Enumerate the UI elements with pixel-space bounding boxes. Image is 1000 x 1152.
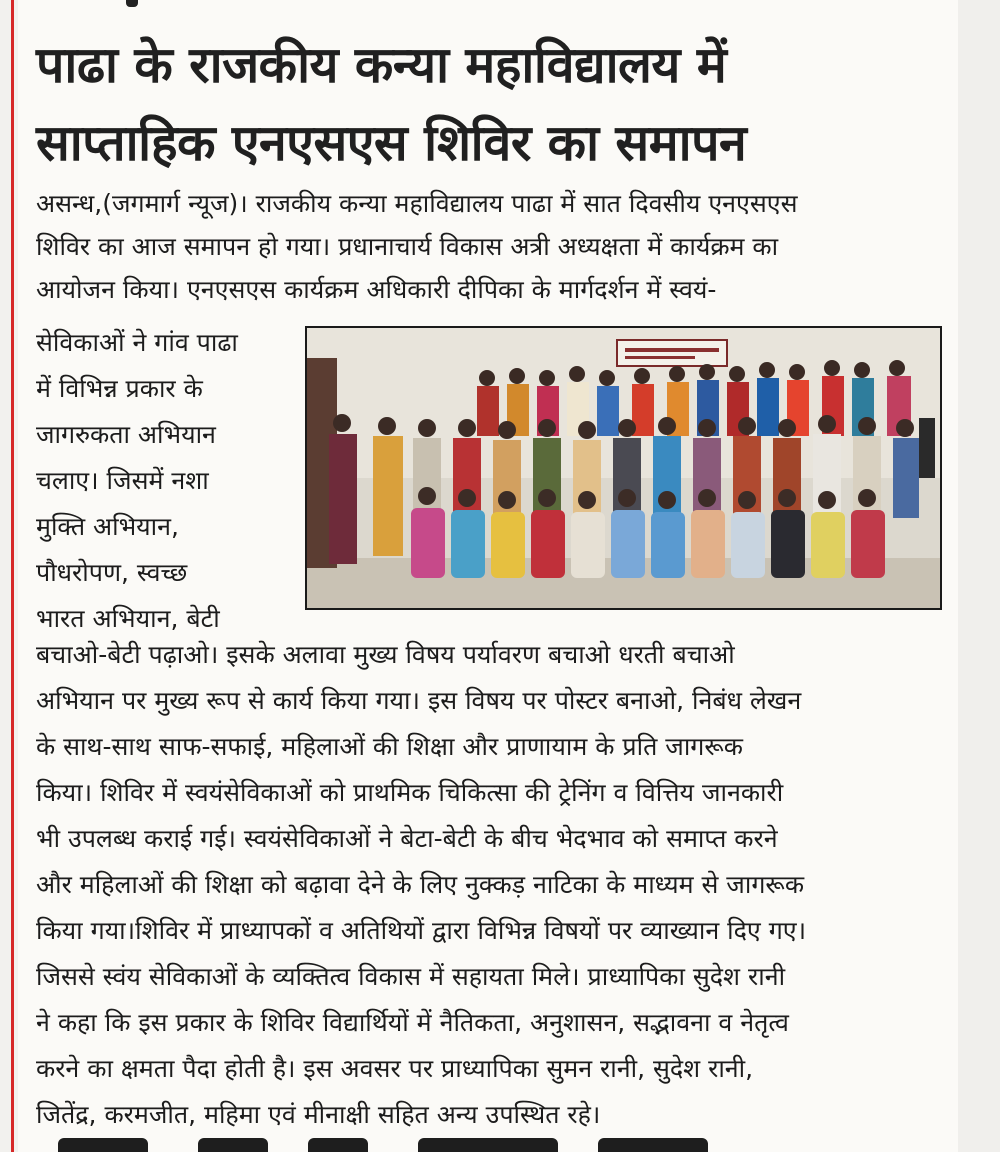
cut-off-glyph	[126, 0, 138, 7]
side-line: मुक्ति अभियान,	[36, 512, 179, 541]
side-line: में विभिन्न प्रकार के	[36, 374, 203, 403]
article-lead	[36, 182, 951, 311]
group-photo	[305, 326, 942, 610]
article-side-column	[36, 320, 291, 642]
headline-line-1: पाढा के राजकीय कन्या महाविद्यालय में	[36, 36, 727, 94]
page-gutter	[958, 0, 1000, 1152]
body-line: किया। शिविर में स्वयंसेविकाओं को प्राथमिक चिकित्सा की ट्रेनिंग व वित्तिय जानकारी	[36, 778, 784, 807]
red-margin-rule	[11, 0, 14, 1152]
headline-line-2: साप्ताहिक एनएसएस शिविर का समापन	[36, 114, 747, 172]
next-article-headline-cutoff	[58, 1138, 758, 1152]
side-line: चलाए। जिसमें नशा	[36, 466, 209, 495]
side-line: पौधरोपण, स्वच्छ	[36, 558, 188, 587]
group-photo-illustration	[307, 328, 940, 608]
body-line: किया गया।शिविर में प्राध्यापकों व अतिथियों द्वारा विभिन्न विषयों पर व्याख्यान दिए गए।	[36, 916, 807, 945]
body-line: अभियान पर मुख्य रूप से कार्य किया गया। इस विषय पर पोस्टर बनाओ, निबंध लेखन	[36, 686, 802, 715]
body-line: करने का क्षमता पैदा होती है। इस अवसर पर प्राध्यापिका सुमन रानी, सुदेश रानी,	[36, 1054, 754, 1083]
article-body	[36, 632, 956, 1138]
body-line: जिससे स्वंय सेविकाओं के व्यक्तित्व विकास में सहायता मिले। प्राध्यापिका सुदेश रानी	[36, 962, 786, 991]
article-headline	[36, 26, 936, 182]
lead-line: शिविर का आज समापन हो गया। प्रधानाचार्य विकास अत्री अध्यक्षता में कार्यक्रम का	[36, 232, 779, 261]
side-line: भारत अभियान, बेटी	[36, 604, 220, 633]
clipping-paper	[18, 0, 958, 1152]
lead-line: असन्ध,(जगमार्ग न्यूज)। राजकीय कन्या महाविद्यालय पाढा में सात दिवसीय एनएसएस	[36, 189, 798, 218]
body-line: जितेंद्र, करमजीत, महिमा एवं मीनाक्षी सहित अन्य उपस्थित रहे।	[36, 1100, 601, 1129]
lead-line: आयोजन किया। एनएसएस कार्यक्रम अधिकारी दीपिका के मार्गदर्शन में स्वयं-	[36, 275, 717, 304]
side-line: जागरुकता अभियान	[36, 420, 216, 449]
body-line: और महिलाओं की शिक्षा को बढ़ावा देने के लिए नुक्कड़ नाटिका के माध्यम से जागरूक	[36, 870, 805, 899]
body-line: के साथ-साथ साफ-सफाई, महिलाओं की शिक्षा और प्राणायाम के प्रति जागरूक	[36, 732, 744, 761]
side-line: सेविकाओं ने गांव पाढा	[36, 328, 238, 357]
body-line: भी उपलब्ध कराई गई। स्वयंसेविकाओं ने बेटा-बेटी के बीच भेदभाव को समाप्त करने	[36, 824, 778, 853]
body-line: बचाओ-बेटी पढ़ाओ। इसके अलावा मुख्य विषय पर्यावरण बचाओ धरती बचाओ	[36, 640, 735, 669]
body-line: ने कहा कि इस प्रकार के शिविर विद्यार्थियों में नैतिकता, अनुशासन, सद्भावना व नेतृत्व	[36, 1008, 789, 1037]
